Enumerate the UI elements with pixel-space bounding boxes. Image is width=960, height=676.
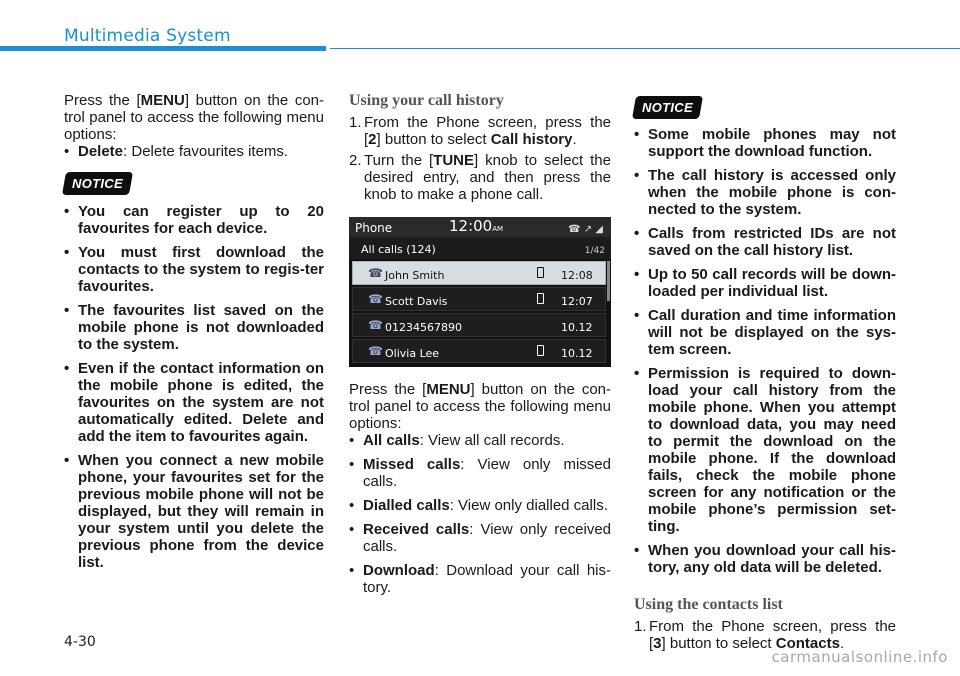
step-1: 1. From the Phone screen, press the [3] button to select Contacts. (634, 618, 896, 652)
notice-item: • Some mobile phones may not support the download function. (634, 126, 896, 160)
header-rule-thin (330, 48, 960, 49)
notice-badge: NOTICE (64, 172, 324, 195)
steps-list (634, 618, 896, 652)
steps-list (349, 114, 611, 203)
section-header: Multimedia System (64, 26, 231, 46)
notice-item: • Call duration and time information will not be displayed on the sys-tem screen. (634, 307, 896, 358)
notice-list (64, 203, 324, 571)
screen-app-name: Phone (355, 221, 393, 235)
screen-clock: 12:00AM (449, 217, 504, 235)
menu-intro-2: Press the [MENU] button on the con-trol panel to access the following menu options: (349, 381, 611, 432)
call-row: ☎ Scott Davis 12:07 (352, 287, 606, 311)
notice-item: • When you connect a new mobile phone, your favourites set for the previous mobile phone will not be displayed, but they will remain in your system until you delete the previous phone from the device list. (64, 452, 324, 571)
menu-option: • All calls: View all call records. (349, 432, 611, 449)
notice-item: • Calls from restricted IDs are not saved on the call history list. (634, 225, 896, 259)
menu-option: • Received calls: View only received calls. (349, 521, 611, 555)
column-left (64, 92, 324, 571)
phone-icon: ☎ (368, 344, 383, 358)
section-title-contacts: Using the contacts list (634, 596, 783, 613)
notice-item: • The favourites list saved on the mobile phone is not downloaded to the system. (64, 302, 324, 353)
list-title: All calls (124) (361, 243, 436, 256)
menu-options-list (349, 432, 611, 596)
column-right (634, 96, 896, 656)
notice-item: • Permission is required to down-load your call history from the mobile phone. When you attempt to download data, you may need to permit the download on the mobile phone. If the download fails, check the mobile phone screen for any notification or the mobile phone’s permission set-ting. (634, 365, 896, 535)
notice-list (634, 126, 896, 576)
watermark: carmanualsonline.info (771, 648, 948, 666)
notice-badge: NOTICE (634, 96, 896, 119)
phone-icon: ☎ (368, 266, 383, 280)
phone-icon: ☎ (368, 292, 383, 306)
step-1: 1. From the Phone screen, press the [2] button to select Call history. (349, 114, 611, 148)
phone-icon: ☎ (368, 318, 383, 332)
mobile-icon (537, 293, 544, 304)
notice-item: • Up to 50 call records will be down-loaded per individual list. (634, 266, 896, 300)
step-2: 2. Turn the [TUNE] knob to select the desired entry, and then press the knob to make a phone call. (349, 152, 611, 203)
call-row: ☎ 01234567890 10.12 (352, 313, 606, 337)
menu-option: • Dialled calls: View only dialled calls. (349, 497, 611, 514)
list-page: 1/42 (584, 246, 605, 256)
phone-screen-image (349, 217, 611, 367)
menu-intro: Press the [MENU] button on the con-trol panel to access the following menu options: (64, 92, 324, 143)
header-rule-thick (0, 46, 326, 51)
page-number: 4-30 (64, 634, 96, 650)
call-row: ☎ Olivia Lee 10.12 (352, 339, 606, 363)
column-middle (349, 92, 611, 596)
section-title-call-history: Using your call history (349, 92, 504, 109)
notice-item: • Even if the contact information on the mobile phone is edited, the favourites on the system are not automatically edited. Delete and add the item to favourites again. (64, 360, 324, 445)
notice-item: • When you download your call his-tory, any old data will be deleted. (634, 542, 896, 576)
mobile-icon (537, 345, 544, 356)
call-row: ☎ John Smith 12:08 (352, 261, 606, 285)
menu-option: • Download: Download your call his-tory. (349, 562, 611, 596)
menu-option-delete: • Delete: Delete favourites items. (64, 143, 324, 160)
status-icons: ☎ ↗ ◢ (568, 224, 603, 235)
scrollbar (607, 261, 610, 301)
mobile-icon (537, 267, 544, 278)
menu-option: • Missed calls: View only missed calls. (349, 456, 611, 490)
notice-item: • You can register up to 20 favourites for each device. (64, 203, 324, 237)
notice-item: • The call history is accessed only when the mobile phone is con-nected to the system. (634, 167, 896, 218)
notice-item: • You must first download the contacts to the system to regis-ter favourites. (64, 244, 324, 295)
